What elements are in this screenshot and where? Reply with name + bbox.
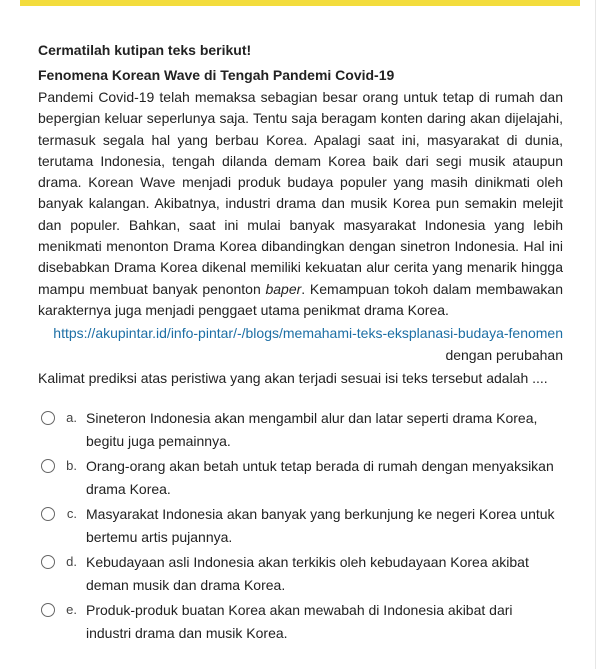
question-card: [38, 40, 563, 647]
option-b[interactable]: [41, 455, 566, 500]
option-e[interactable]: [41, 599, 566, 644]
option-letter: b.: [66, 458, 77, 474]
option-letter: e.: [66, 602, 77, 618]
option-d[interactable]: [41, 551, 566, 596]
radio-button[interactable]: [41, 555, 55, 569]
question-prompt: Kalimat prediksi atas peristiwa yang akan terjadi sesuai isi teks tersebut adalah ....: [38, 369, 548, 386]
option-letter: d.: [66, 554, 77, 570]
source-suffix: dengan perubahan: [445, 346, 563, 363]
passage-text: [38, 87, 563, 321]
instruction-heading: Cermatilah kutipan teks berikut!: [38, 42, 252, 58]
source-citation: [38, 323, 563, 366]
radio-button[interactable]: [41, 507, 55, 521]
source-link[interactable]: https://akupintar.id/info-pintar/-/blogs/memahami-teks-eksplanasi-budaya-fenomen: [53, 325, 563, 342]
option-text: Sineteron Indonesia akan mengambil alur dan latar seperti drama Korea, begitu juga pemainnya.: [86, 410, 538, 449]
passage-text-part1: Pandemi Covid-19 telah memaksa sebagian besar orang untuk tetap di rumah dan bepergian keluar seperlunya saja. Tentu saja beragam konten daring akan dijelajahi, termasuk segala hal yang berbau Korea. Apalagi saat ini, masyarakat di dunia, terutama Indonesia, tengah dilanda demam Korea baik dari segi musik ataupun drama. Korean Wave menjadi produk budaya populer yang masih dinikmati oleh banyak kalangan. Akibatnya, industri drama dan musik Korea pun semakin melejit dan populer. Bahkan, saat ini mulai banyak masyarakat Indonesia yang lebih menikmati menonton Drama Korea dibandingkan dengan sinetron Indonesia. Hal ini disebabkan Drama Korea dikenal memiliki kekuatan alur cerita yang menarik hingga mampu membuat banyak penonton: [38, 89, 563, 297]
option-letter: a.: [66, 410, 77, 426]
top-accent-bar: [20, 0, 580, 6]
card-border: [595, 0, 596, 669]
answer-options: [41, 407, 566, 644]
option-c[interactable]: [41, 503, 566, 548]
option-text: Orang-orang akan betah untuk tetap berada di rumah dengan menyaksikan drama Korea.: [86, 458, 554, 497]
radio-button[interactable]: [41, 603, 55, 617]
option-letter: c.: [66, 506, 77, 522]
option-text: Kebudayaan asli Indonesia akan terkikis oleh kebudayaan Korea akibat deman musik dan drama Korea.: [86, 554, 529, 593]
radio-button[interactable]: [41, 459, 55, 473]
option-a[interactable]: [41, 407, 566, 452]
passage-text-part2: . Kemampuan tokoh dalam membawakan karakternya juga menjadi penggaet utama penikmat drama Korea.: [38, 280, 563, 318]
passage-italic-word: baper: [265, 280, 302, 297]
option-text: Masyarakat Indonesia akan banyak yang berkunjung ke negeri Korea untuk bertemu artis pujannya.: [86, 506, 555, 545]
option-text: Produk-produk buatan Korea akan mewabah di Indonesia akibat dari industri drama dan musik Korea.: [86, 602, 513, 641]
radio-button[interactable]: [41, 411, 55, 425]
passage-title: Fenomena Korean Wave di Tengah Pandemi Covid-19: [38, 66, 395, 83]
